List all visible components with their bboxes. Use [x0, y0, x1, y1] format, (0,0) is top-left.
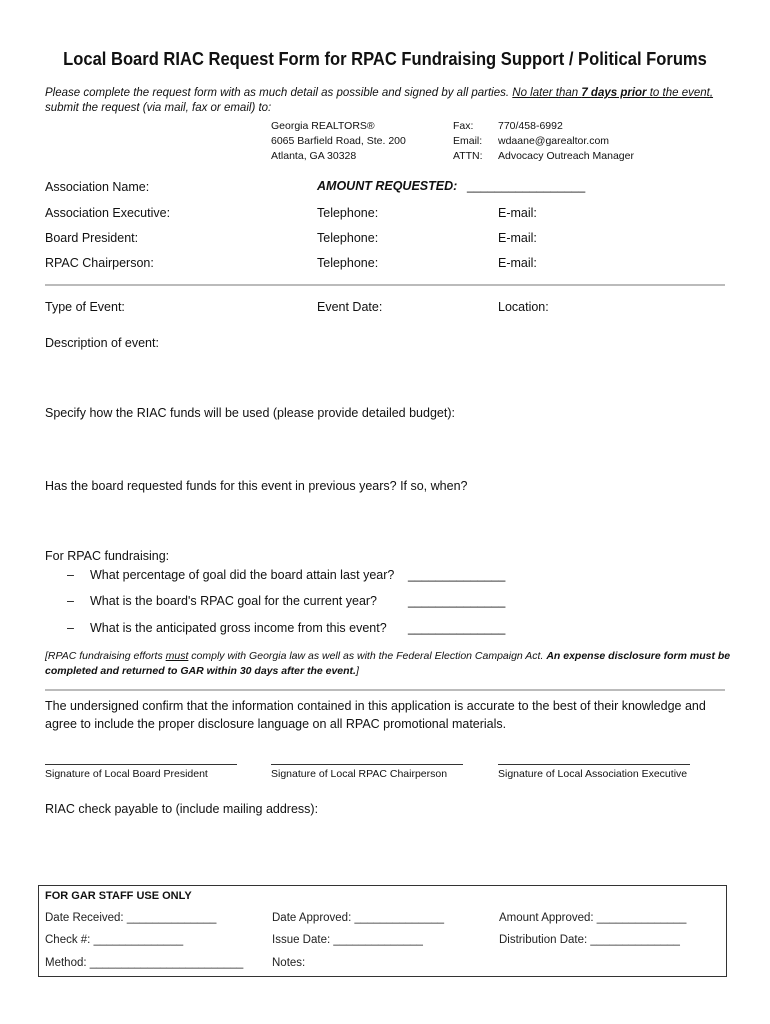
compliance-note: [RPAC fundraising efforts must comply with Georgia law as well as with the Federal Election Campaign Act. An expense disclosure form must be completed and returned to GAR within 30 days after the event.] — [45, 650, 731, 677]
chairperson-email-label: E-mail: — [498, 256, 537, 270]
rpac-answer-2[interactable]: ______________ — [408, 594, 506, 608]
address-street: 6065 Barfield Road, Ste. 200 — [271, 135, 406, 147]
rpac-answer-3[interactable]: ______________ — [408, 621, 506, 635]
distribution-date-field[interactable]: Distribution Date: ______________ — [499, 934, 680, 946]
rpac-heading: For RPAC fundraising: — [45, 549, 170, 563]
type-of-event-label: Type of Event: — [45, 300, 125, 314]
method-field[interactable]: Method: ________________________ — [45, 957, 244, 969]
amount-requested-field[interactable]: _________________ — [467, 179, 586, 193]
chairperson-telephone-label: Telephone: — [317, 256, 379, 270]
rpac-question-3: What is the anticipated gross income from this event? — [90, 621, 387, 635]
executive-email-label: E-mail: — [498, 206, 537, 220]
check-number-field[interactable]: Check #: ______________ — [45, 934, 184, 946]
chairperson-signature-caption: Signature of Local RPAC Chairperson — [271, 768, 448, 780]
president-signature-line[interactable] — [45, 764, 237, 765]
disclosure-requirement: An expense disclosure form must be completed and returned to GAR within 30 days after the event. — [45, 650, 731, 677]
bullet-dash: – — [67, 621, 74, 635]
president-signature-caption: Signature of Local Board President — [45, 768, 208, 780]
bullet-dash: – — [67, 594, 74, 608]
president-telephone-label: Telephone: — [317, 231, 379, 245]
executive-signature-line[interactable] — [498, 764, 690, 765]
location-label: Location: — [498, 300, 549, 314]
email-label: Email: — [453, 135, 483, 147]
rpac-question-2: What is the board's RPAC goal for the current year? — [90, 594, 378, 608]
contact-values — [498, 119, 634, 164]
rpac-chairperson-label: RPAC Chairperson: — [45, 256, 154, 270]
staff-use-box — [38, 885, 727, 977]
attn-label: ATTN: — [453, 150, 483, 162]
contact-labels — [453, 119, 483, 164]
confirmation-statement: The undersigned confirm that the information contained in this application is accurate to the best of their knowledge and agree to include the proper disclosure language on all RPAC promotional materials. — [45, 699, 706, 731]
contact-email: wdaane@garealtor.com — [498, 135, 610, 147]
executive-telephone-label: Telephone: — [317, 206, 379, 220]
deadline-note: No later than 7 days prior to the event, — [512, 87, 714, 99]
chairperson-signature-line[interactable] — [271, 764, 463, 765]
address-org: Georgia REALTORS® — [271, 120, 375, 132]
attn-name: Advocacy Outreach Manager — [498, 150, 634, 162]
date-approved-field[interactable]: Date Approved: ______________ — [272, 912, 445, 924]
address-city: Atlanta, GA 30328 — [271, 150, 357, 162]
fax-number: 770/458-6992 — [498, 120, 563, 132]
funds-use-label: Specify how the RIAC funds will be used (please provide detailed budget): — [45, 406, 455, 420]
amount-requested-label: AMOUNT REQUESTED: — [317, 179, 458, 193]
association-name-label: Association Name: — [45, 180, 150, 194]
staff-header: FOR GAR STAFF USE ONLY — [45, 890, 192, 902]
executive-signature-caption: Signature of Local Association Executive — [498, 768, 688, 780]
divider — [45, 284, 725, 286]
instructions-text: Please complete the request form with as much detail as possible and signed by all parties. — [45, 87, 513, 99]
check-payable-label: RIAC check payable to (include mailing address): — [45, 802, 319, 816]
fax-label: Fax: — [453, 120, 474, 132]
bullet-dash: – — [67, 568, 74, 582]
instructions — [45, 86, 735, 116]
rpac-question-1: What percentage of goal did the board attain last year? — [90, 568, 395, 582]
association-executive-label: Association Executive: — [45, 206, 171, 220]
page-title: Local Board RIAC Request Form for RPAC Fundraising Support / Political Forums — [63, 49, 707, 69]
board-president-label: Board President: — [45, 231, 139, 245]
amount-approved-field[interactable]: Amount Approved: ______________ — [499, 912, 687, 924]
notes-field[interactable]: Notes: — [272, 957, 306, 969]
president-email-label: E-mail: — [498, 231, 537, 245]
previous-years-label: Has the board requested funds for this event in previous years? If so, when? — [45, 479, 468, 493]
rpac-answer-1[interactable]: ______________ — [408, 568, 506, 582]
event-date-label: Event Date: — [317, 300, 383, 314]
date-received-field[interactable]: Date Received: ______________ — [45, 912, 217, 924]
description-label: Description of event: — [45, 336, 159, 350]
submit-instructions: submit the request (via mail, fax or email) to: — [45, 102, 272, 114]
must-emphasis: must — [165, 650, 189, 662]
issue-date-field[interactable]: Issue Date: ______________ — [272, 934, 423, 946]
divider — [45, 689, 725, 691]
mailing-address — [271, 119, 406, 164]
